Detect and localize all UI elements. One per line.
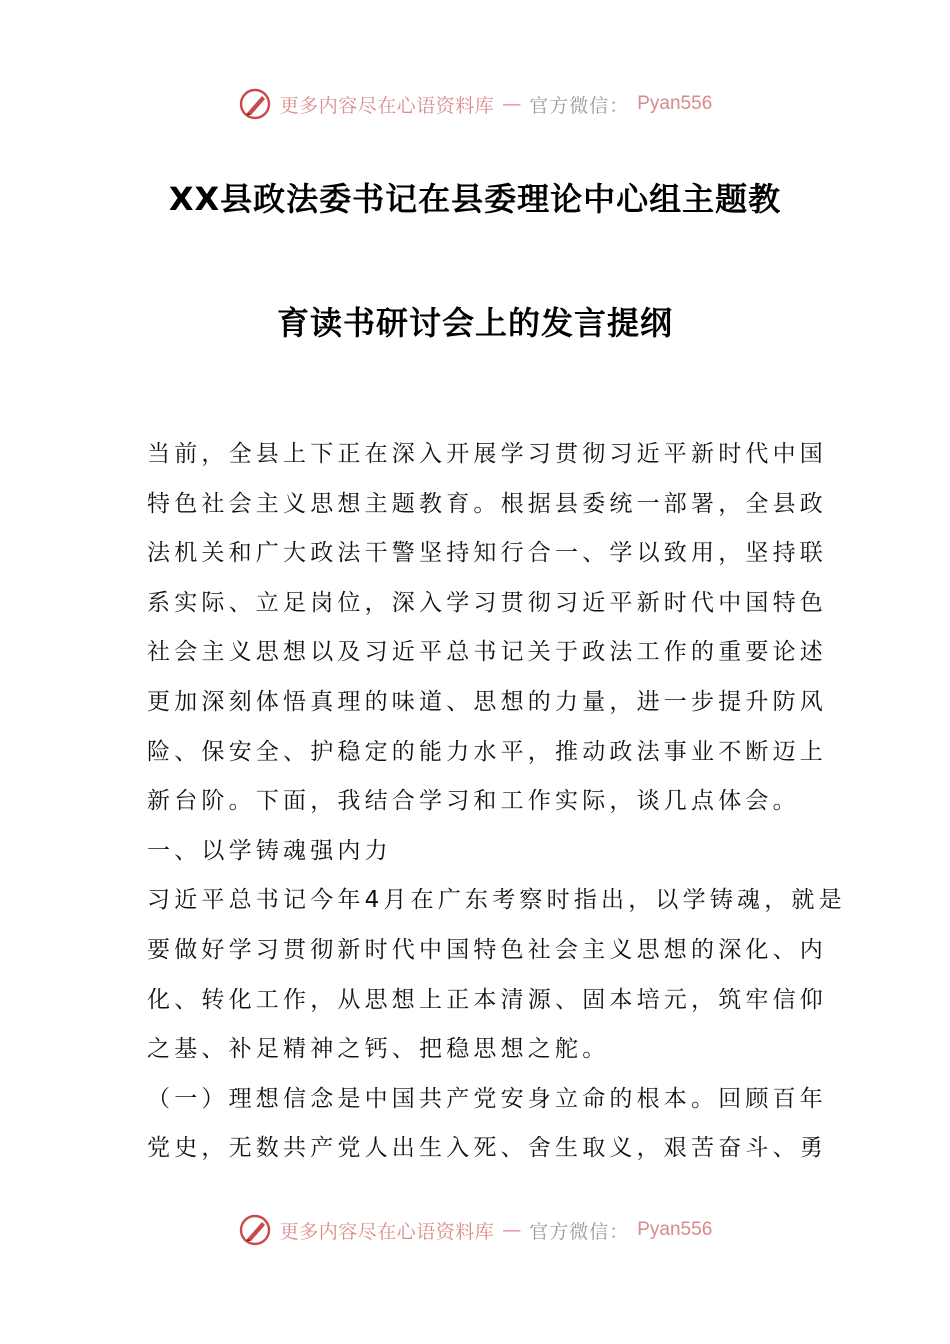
footer-watermark [0, 1208, 950, 1252]
body-line: 特色社会主义思想主题教育。根据县委统一部署，全县政 [147, 490, 827, 517]
pen-logo-icon [238, 1213, 272, 1247]
body-line: 当前，全县上下正在深入开展学习贯彻习近平新时代中国 [147, 441, 827, 467]
section-heading: 一、以学铸魂强内力 [147, 837, 392, 864]
body-line: 党史，无数共产党人出生入死、舍生取义，艰苦奋斗、勇 [147, 1135, 827, 1162]
watermark-site-text: 更多内容尽在心语资料库 [279, 94, 495, 117]
watermark-official-label: 官方微信： [529, 94, 630, 117]
document-body [147, 430, 846, 1174]
body-line: （一）理想信念是中国共产党安身立命的根本。回顾百年 [147, 1085, 827, 1112]
watermark-wechat-id: Pyan556 [637, 93, 713, 114]
pen-logo-icon [238, 87, 272, 121]
body-line: 社会主义思想以及习近平总书记关于政法工作的重要论述 [147, 639, 827, 666]
watermark-dash: — [502, 1219, 522, 1241]
body-line: 要做好学习贯彻新时代中国特色社会主义思想的深化、内 [147, 936, 827, 963]
document-title-line-2: 育读书研讨会上的发言提纲 [276, 304, 673, 342]
body-line: 险、保安全、护稳定的能力水平，推动政法事业不断迈上 [147, 738, 827, 765]
watermark-dash: — [502, 93, 522, 115]
document-title-line-1: XX县政法委书记在县委理论中心组主题教 [168, 180, 782, 218]
watermark-official-label: 官方微信： [529, 1220, 630, 1243]
watermark-site-text: 更多内容尽在心语资料库 [279, 1220, 495, 1243]
body-line: 化、转化工作，从思想上正本清源、固本培元，筑牢信仰 [147, 986, 827, 1013]
header-watermark [0, 82, 950, 126]
body-line: 更加深刻体悟真理的味道、思想的力量，进一步提升防风 [147, 688, 827, 715]
body-line: 系实际、立足岗位，深入学习贯彻习近平新时代中国特色 [147, 589, 827, 616]
body-line: 新台阶。下面，我结合学习和工作实际，谈几点体会。 [147, 788, 800, 815]
body-line: 法机关和广大政法干警坚持知行合一、学以致用，坚持联 [147, 540, 827, 567]
body-line: 习近平总书记今年4月在广东考察时指出，以学铸魂，就是 [147, 887, 846, 914]
body-line: 之基、补足精神之钙、把稳思想之舵。 [147, 1036, 610, 1063]
watermark-wechat-id: Pyan556 [637, 1219, 713, 1240]
